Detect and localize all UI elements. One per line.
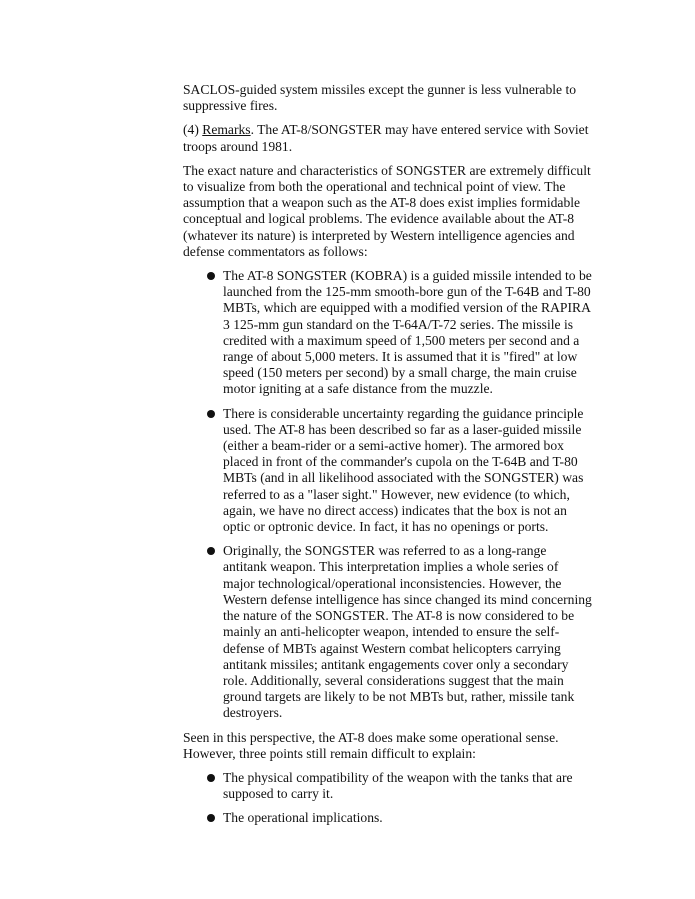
paragraph-remarks [183,122,593,154]
list-item [183,770,593,802]
paragraph-perspective: Seen in this perspective, the AT-8 does make some operational sense. However, three points still remain difficult to explain: [183,729,559,761]
bullet-text: The physical compatibility of the weapon with the tanks that are supposed to carry it. [223,769,573,802]
list-item [183,543,593,721]
list-item [183,810,593,826]
bullet-text: Originally, the SONGSTER was referred to as a long-range antitank weapon. This interpretation implies a whole series of major technological/operational inconsistencies. However, the Western defense intelligence has since changed its mind concerning the nature of the SONGSTER. The AT-8 is now considered to be mainly an anti-helicopter weapon, intended to ensure the self-defense of MBTs against Western combat helicopters carrying antitank missiles; antitank engagements cover only a secondary role. Additionally, several considerations suggest that the main ground targets are likely to be not MBTs but, rather, missile tank destroyers. [223,543,592,721]
bullet-text: The AT-8 SONGSTER (KOBRA) is a guided missile intended to be launched from the 125-mm smooth-bore gun of the T-64B and T-80 MBTs, which are equipped with a modified version of the RAPIRA 3 125-mm gun standard on the T-64A/T-72 series. The missile is credited with a maximum speed of 1,500 meters per second and a range of about 5,000 meters. It is assumed that it is "fired" at low speed (150 meters per second) by a small charge, the main cruise motor igniting at a safe distance from the muzzle. [223,268,592,397]
bullet-dot-icon [207,774,215,782]
list-item [183,406,593,536]
bullet-dot-icon [207,410,215,418]
remarks-heading: Remarks [202,122,251,138]
document-page [183,82,593,835]
remarks-number: (4) [183,122,203,138]
points-bullet-list [183,770,593,827]
list-item [183,268,593,398]
bullet-text: There is considerable uncertainty regarding the guidance principle used. The AT-8 has been described so far as a laser-guided missile (either a beam-rider or a semi-active homer). The armored box placed in front of the commander's cupola on the T-64B and T-80 MBTs (and in all likelihood associated with the SONGSTER) was referred to as a "laser sight." However, new evidence (to which, again, we have no direct access) indicates that the box is not an optic or optronic device. In fact, it has no openings or ports. [223,405,584,535]
bullet-dot-icon [207,814,215,822]
bullet-dot-icon [207,272,215,280]
bullet-dot-icon [207,547,215,555]
paragraph-saclos: SACLOS-guided system missiles except the gunner is less vulnerable to suppressive fires. [183,82,577,114]
remarks-text: . The AT-8/SONGSTER may have entered service with Soviet troops around 1981. [183,122,589,154]
evidence-bullet-list [183,268,593,721]
paragraph-exact-nature: The exact nature and characteristics of SONGSTER are extremely difficult to visualize from both the operational and technical point of view. The assumption that a weapon such as the AT-8 does exist implies formidable conceptual and logical problems. The evidence available about the AT-8 (whatever its nature) is interpreted by Western intelligence agencies and defense commentators as follows: [183,162,591,259]
bullet-text: The operational implications. [223,810,383,826]
